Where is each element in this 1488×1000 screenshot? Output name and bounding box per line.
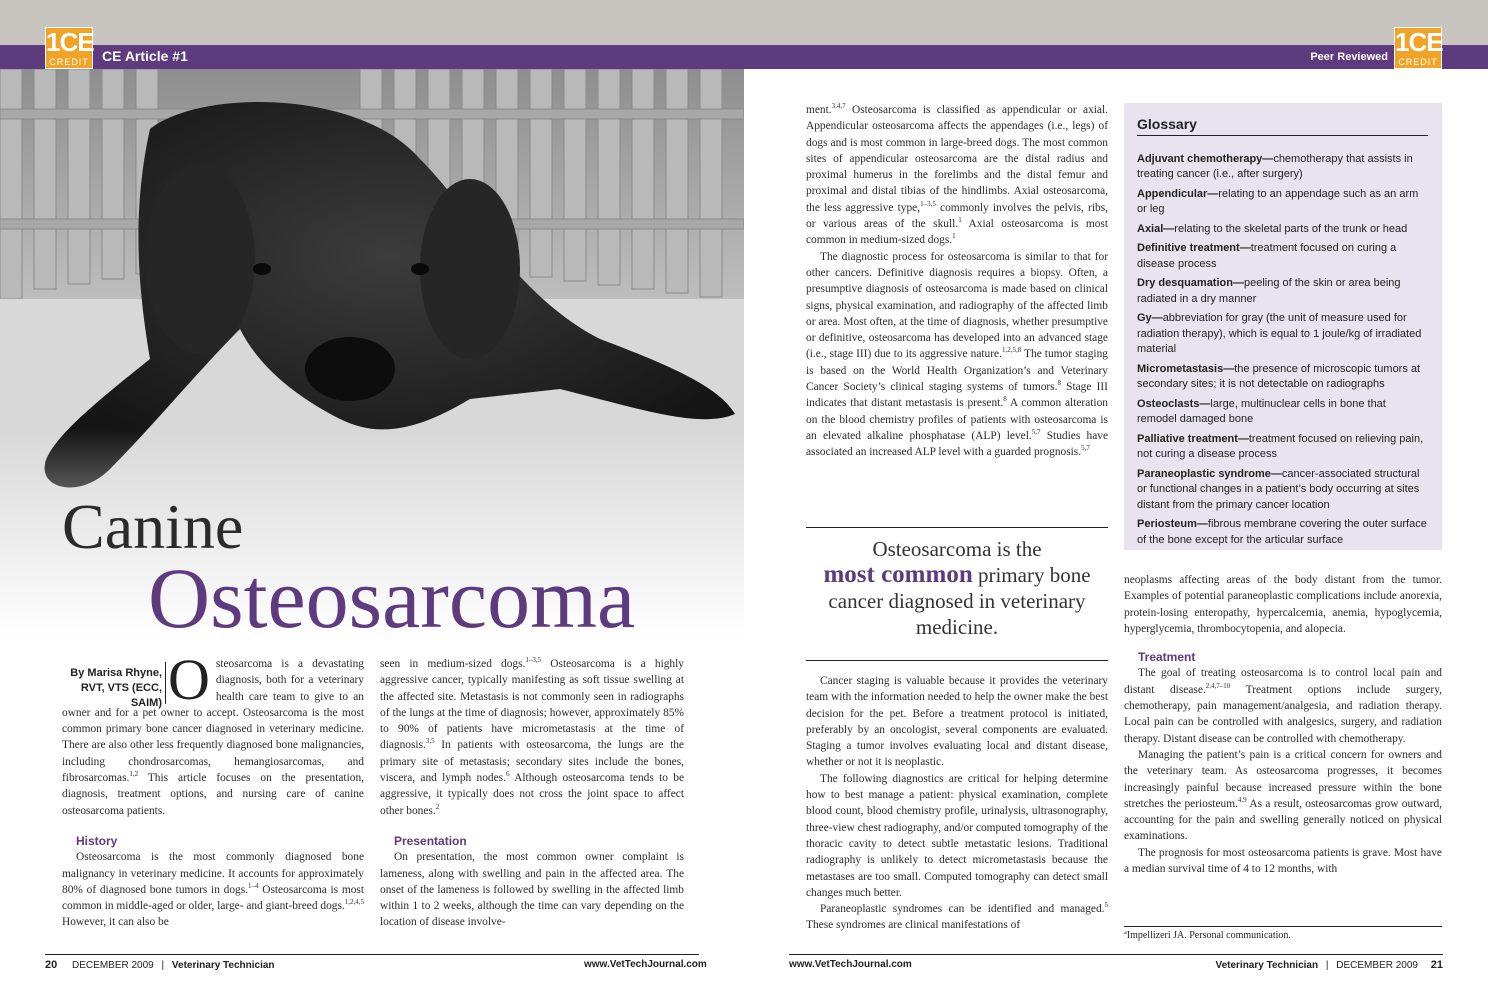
ref: 5,7 — [1081, 444, 1090, 453]
footer-journal-left: Veterinary Technician — [171, 960, 275, 971]
badge-text: 1CE — [46, 27, 94, 57]
ref: 2,4,7–10 — [1205, 681, 1231, 690]
footer-url-right[interactable]: www.VetTechJournal.com — [789, 959, 912, 970]
col2-text-b: Osteosarcoma is a highly aggressive cancer, typically manifesting as soft tissue swelling at the affected site. Metastasis is not commonly seen in radiographs of the lungs at the time of diagnosis; however, approximately 85% to 90% of patients have micrometastasis at the time of diagnosis. — [380, 658, 684, 752]
badge-subtext: CREDIT — [1398, 57, 1438, 67]
intro-paragraph — [0, 647, 364, 819]
col3-p2-text-c: Stage III indicates that distant metastasis is present. — [806, 381, 1108, 410]
ref: 4,9 — [1237, 796, 1247, 805]
glossary-term: Periosteum— — [1137, 518, 1208, 530]
ref: 1–3,5 — [525, 656, 542, 665]
glossary-term: Appendicular— — [1137, 187, 1219, 200]
col3-p2-text-d: A common alteration on the blood chemistry profiles of patients with osteosarcoma is an elevated alkaline phosphatase (ALP) level. — [806, 397, 1108, 442]
glossary-title: Glossary — [1137, 117, 1428, 136]
ref: 1,2,5,8 — [1001, 346, 1022, 355]
dropcap: O — [168, 647, 210, 712]
footer-separator: | — [1325, 960, 1329, 971]
ref: 1 — [952, 232, 956, 241]
glossary-term: Osteoclasts— — [1137, 397, 1211, 410]
glossary-definition: abbreviation for gray (the unit of measure used for radiation therapy), which is equal to 1 joule/kg of irradiated material — [1137, 312, 1422, 355]
author-credentials: RVT, VTS (ECC, SAIM) — [80, 682, 162, 709]
col3-text-d: Axial osteosarcoma is most common in medium-sized dogs. — [806, 218, 1108, 247]
column-3-top — [806, 102, 1108, 461]
glossary-term: Paraneoplastic syndrome— — [1137, 467, 1282, 480]
intro-text: steosarcoma is a devastating diagnosis, both for a veterinary health care team to give to an owner and for a pet owner to accept. Osteosarcoma is the most common primary bone cancer diagnosed in veterinary medicine. There are also other less frequently diagnosed bone malignancies, including chondrosarcomas, hemangiosarcomas, and fibrosarcomas. — [62, 658, 364, 785]
ce-credit-badge-right — [1394, 27, 1442, 69]
glossary-term: Gy— — [1137, 312, 1163, 324]
glossary-definition: relating to the skeletal parts of the trunk or head — [1174, 222, 1408, 235]
treatment-text: The goal of treating osteosarcoma is to control local pain and distant disease. — [1124, 667, 1442, 696]
ref: 6 — [505, 770, 510, 779]
pull-quote-rest: primary bone cancer diagnosed in veterinary medicine. — [828, 563, 1091, 639]
page-number-right: 21 — [1430, 959, 1443, 971]
ref: 1 — [958, 216, 962, 225]
staging-paragraph: Cancer staging is valuable because it provides the veterinary team with the information needed to help the owner make the best decision for the pet. Before a treatment protocol is initiated, preferably by an oncologist, several components are evaluated. Staging a tumor involves evaluating local and distant disease, whether or not it is neoplastic. — [806, 675, 1108, 769]
ce-credit-badge-left — [45, 27, 93, 69]
byline-space — [62, 656, 168, 702]
ref: 1–4 — [248, 882, 259, 891]
history-text: Osteosarcoma is the most commonly diagnosed bone malignancy in veterinary medicine. It accounts for approximately 80% of diagnosed bone tumors in dogs. — [62, 851, 364, 896]
glossary-term: Axial— — [1137, 222, 1175, 235]
ref: 5,7 — [1031, 428, 1041, 437]
column-1 — [62, 647, 364, 931]
glossary-term: Micrometastasis— — [1137, 362, 1235, 375]
glossary-entry — [1137, 467, 1428, 514]
footnote-rule — [1124, 926, 1442, 927]
glossary-definition: the presence of microscopic tumors at secondary sites; it is not detectable on radiographs — [1137, 362, 1421, 390]
page-number-left: 20 — [45, 959, 58, 971]
glossary-entry — [1137, 362, 1428, 393]
glossary-definition: fibrous membrane covering the outer surface of the bone except for the articular surface — [1137, 518, 1427, 546]
footnote: ªImpellizeri JA. Personal communication. — [1124, 930, 1291, 941]
col3-p2-text-b: The tumor staging is based on the World Health Organization’s and Veterinary Cancer Society’s clinical staging systems of tumors. — [806, 348, 1108, 394]
col2-text-c: In patients with osteosarcoma, the lungs are the primary site of metastasis; secondary sites include the bones, viscera, and lymph nodes. — [380, 739, 684, 785]
glossary-definition: chemotherapy that assists in treating cancer (i.e., after surgery) — [1137, 152, 1413, 180]
treatment-paragraph — [1124, 665, 1442, 746]
history-text-2: Osteosarcoma is most common in middle-aged or older, large- and giant-breed dogs. — [62, 883, 364, 913]
section-label: CE Article #1 — [102, 48, 188, 64]
diagnostics-paragraph: The following diagnostics are critical for helping determine how to best manage a patient: physical examination, complete blood count, blood chemistry profile, urinalysis, ultrasonography, three-view chest radiography, and/or computed tomography of the thoracic cavity to detect subtle metastatic lesions. Traditional radiography is unlikely to detect micrometastasis because the metastases are too small. Computed tomography can detect small changes much better. — [806, 772, 1108, 899]
ref: 8 — [1003, 395, 1007, 404]
treatment-heading: Treatment — [1138, 650, 1196, 665]
glossary-entry — [1137, 222, 1428, 238]
col3-text-b: Osteosarcoma is classified as appendicular or axial. Appendicular osteosarcoma affects the appendages (i.e., legs) of dogs and is most common in large-breed dogs. The most common sites of appendicular osteosarcoma are the distal radius and proximal humerus in the forelimbs and the distal femur and proximal and distal tibias of the hindlimbs. Axial osteosarcoma, the less aggressive type, — [806, 104, 1108, 214]
col3-paragraph-1 — [806, 102, 1108, 249]
ref: 1,2,4,5 — [344, 898, 364, 907]
col3-paragraph-2 — [806, 249, 1108, 461]
glossary-list — [1137, 152, 1428, 549]
ref: 8 — [1057, 379, 1061, 388]
paraneoplastic-text: Paraneoplastic syndromes can be identified and managed. — [820, 903, 1105, 916]
glossary-entry — [1137, 432, 1428, 463]
footer-journal-right: Veterinary Technician — [1215, 960, 1319, 971]
column-4 — [1124, 572, 1442, 877]
glossary-entry — [1137, 187, 1428, 218]
col3-p2-text: The diagnostic process for osteosarcoma is similar to that for other cancers. Definitive diagnosis requires a biopsy. Often, a presumptive diagnosis of osteosarcoma is made based on clinical signs, physical examination, and radiography of the affected limb or area. Most often, at the time of diagnosis, whether presumptive or definitive, osteosarcoma has developed into an advanced stage (i.e., stage III) due to its aggressive nature. — [806, 250, 1108, 361]
footer-right — [1215, 959, 1443, 971]
ref: 3,5 — [425, 737, 435, 746]
glossary-definition: large, multinuclear cells in bone that remodel damaged bone — [1137, 397, 1386, 425]
title-line1: Canine — [62, 491, 244, 562]
col4-paragraph-1: neoplasms affecting areas of the body distant from the tumor. Examples of potential paraneoplastic complications include anorexia, protein-losing enteropathy, hypercalcemia, anemia, hypoglycemia, hyperglycemia, thrombocytopenia, and alopecia. — [1124, 574, 1442, 635]
col3-text: ment. — [806, 104, 832, 116]
footer-rule-left — [45, 954, 699, 955]
top-strip — [0, 0, 1488, 45]
badge-subtext: CREDIT — [49, 57, 89, 67]
glossary-entry — [1137, 276, 1428, 307]
author-name: By Marisa Rhyne, — [70, 667, 162, 679]
glossary-definition: relating to an appendage such as an arm or leg — [1137, 187, 1419, 215]
col3-p2-text-e: Studies have associated an increased ALP level with a guarded prognosis. — [806, 429, 1108, 459]
col2-paragraph — [380, 656, 684, 819]
glossary-entry — [1137, 397, 1428, 428]
prognosis-paragraph: The prognosis for most osteosarcoma patients is grave. Most have a median survival time of 4 to 12 months, with — [1124, 846, 1442, 876]
pain-paragraph — [1124, 747, 1442, 845]
glossary-entry — [1137, 517, 1428, 548]
col3-text-c: commonly involves the pelvis, ribs, or various areas of the skull. — [806, 201, 1108, 231]
footer-date-left: DECEMBER 2009 — [72, 960, 154, 971]
glossary-definition: cancer-associated structural or functional changes in a patient’s body occurring at sites distant from the primary cancer location — [1137, 467, 1420, 511]
ref: 2 — [435, 802, 440, 811]
peer-reviewed-label: Peer Reviewed — [1310, 51, 1388, 63]
glossary-term: Palliative treatment— — [1137, 432, 1249, 445]
ref: 1–3,5 — [920, 199, 936, 208]
presentation-paragraph: On presentation, the most common owner complaint is lameness, along with swelling and pain in the affected area. The onset of the lameness is followed by swelling in the affected limb within 1 to 2 weeks, although the time can vary depending on the location of disease involve- — [380, 851, 684, 929]
col2-text-d: Although osteosarcoma tends to be aggressive, it typically does not cross the joint space to affect other bones. — [380, 772, 684, 817]
footer-separator: | — [161, 960, 165, 971]
pain-text-b: As a result, osteosarcomas grow outward, accounting for the pain and swelling generally noticed on physical examinations. — [1124, 797, 1442, 843]
footer-date-right: DECEMBER 2009 — [1336, 960, 1418, 971]
footer-left — [45, 959, 275, 971]
title-line2: Osteosarcoma — [148, 550, 636, 646]
presentation-heading: Presentation — [394, 833, 467, 848]
glossary-term: Definitive treatment— — [1137, 242, 1251, 254]
history-text-3: However, it can also be — [62, 916, 169, 929]
glossary-definition: treatment focused on relieving pain, not curing a disease process — [1137, 432, 1424, 460]
glossary-term: Adjuvant chemotherapy— — [1137, 152, 1274, 165]
glossary-definition: peeling of the skin or area being radiated in a dry manner — [1137, 277, 1401, 305]
column-3-bottom — [806, 673, 1108, 934]
badge-text: 1CE — [1395, 27, 1443, 57]
ref: 5 — [1104, 901, 1108, 910]
history-heading: History — [76, 833, 118, 848]
glossary-box — [1124, 103, 1442, 550]
paraneoplastic-text-b: These syndromes are clinical manifestations of — [806, 919, 1021, 932]
pull-quote — [806, 527, 1108, 661]
glossary-term: Dry desquamation— — [1137, 277, 1244, 289]
pull-quote-emphasis: most common — [823, 561, 973, 588]
footer-url-left[interactable]: www.VetTechJournal.com — [584, 959, 707, 970]
intro-text-2: This article focuses on the presentation, diagnosis, treatment options, and nursing care of canine osteosarcoma patients. — [62, 772, 364, 817]
ref: 3,4,7 — [831, 102, 846, 111]
glossary-entry — [1137, 152, 1428, 183]
column-2 — [380, 656, 684, 931]
treatment-text-b: Treatment options include surgery, chemotherapy, pain management/analgesia, and radiation therapy. Local pain can be controlled with analgesics, surgery, and radiation therapy. Distant disease can be controlled with chemotherapy. — [1124, 683, 1442, 745]
header-bar — [0, 45, 1488, 69]
ref: 1,2 — [129, 770, 139, 779]
col2-text: seen in medium-sized dogs. — [380, 658, 526, 670]
pull-quote-line1: Osteosarcoma is the — [872, 537, 1042, 561]
pain-text: Managing the patient’s pain is a critical concern for owners and the veterinary team. As osteosarcoma progresses, it becomes increasingly painful because increased pressure within the bone stretches the periosteum. — [1124, 748, 1442, 810]
glossary-definition: treatment focused on curing a disease process — [1137, 242, 1397, 270]
paraneoplastic-paragraph — [806, 901, 1108, 934]
glossary-entry — [1137, 241, 1428, 272]
footer-rule-right — [789, 954, 1443, 955]
glossary-entry — [1137, 311, 1428, 358]
history-paragraph — [62, 849, 364, 930]
